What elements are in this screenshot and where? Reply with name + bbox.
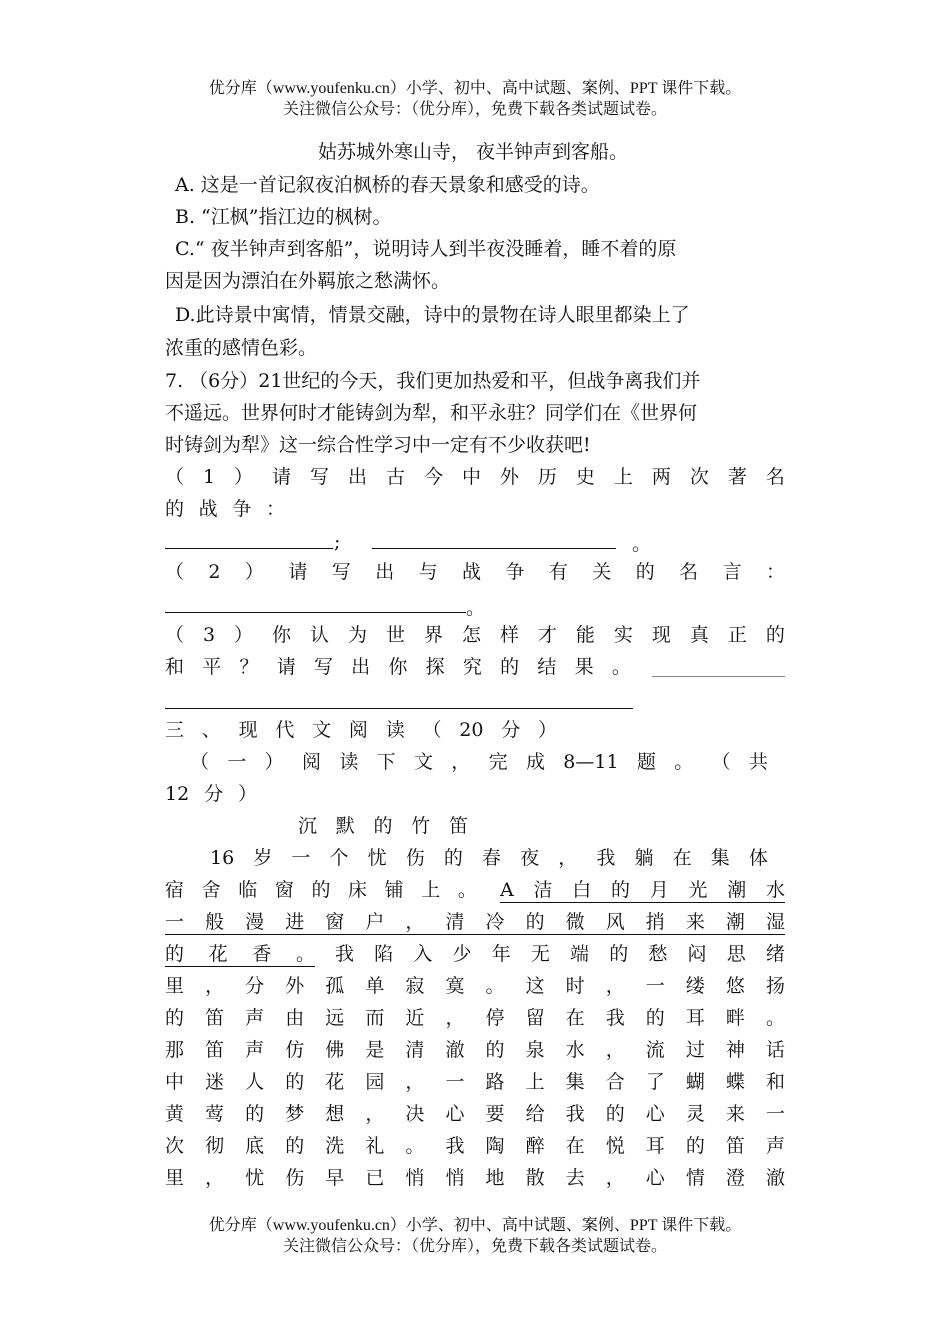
passage-line-7: 那 笛 声 仿 佛 是 清 澈 的 泉 水 ， 流 过 神 话 [165, 1039, 785, 1061]
header-line-1: 优分库（www.youfenku.cn）小学、初中、高中试题、案例、PPT 课件下载。 [208, 80, 742, 97]
passage-line-6: 的 笛 声 由 远 而 近 ， 停 留 在 我 的 耳 畔 。 [165, 1007, 785, 1029]
passage-line-2 [165, 878, 785, 903]
passage-sentence-a-start: A 洁 白 的 月 光 潮 水 [500, 879, 785, 901]
passage-line-8: 中 迷 人 的 花 园 ， 一 路 上 集 合 了 蝴 蝶 和 [165, 1071, 785, 1093]
answer-blank-war-2[interactable] [372, 548, 616, 549]
q7-line-1: 7. （6分）21世纪的今天，我们更加热爱和平，但战争离我们并 [165, 370, 701, 392]
q7-line-3: 时铸剑为犁》这一综合性学习中一定有不少收获吧! [165, 434, 591, 456]
option-b: B. “江枫”指江边的枫树。 [175, 206, 392, 228]
answer-blank-quote[interactable] [165, 612, 466, 613]
q7-sub1-cont: 的 战 争 ： [165, 498, 285, 520]
passage-line-10: 次 彻 底 的 洗 礼 。 我 陶 醉 在 悦 耳 的 笛 声 [165, 1135, 785, 1157]
passage-line-3: 一 般 漫 进 窗 户 ， 清 冷 的 微 风 捎 来 潮 湿 [165, 911, 785, 933]
article-title: 沉 默 的 竹 笛 [298, 815, 468, 837]
option-c-line-2: 因是因为漂泊在外羁旅之愁满怀。 [165, 270, 451, 292]
section-sub-1: （ 一 ） 阅 读 下 文 ， 完 成 8—11 题 。 （ 共 [190, 751, 768, 773]
option-a: A. 这是一首记叙夜泊枫桥的春天景象和感受的诗。 [175, 174, 600, 196]
option-c-line-1: C.“ 夜半钟声到客船”，说明诗人到半夜没睡着，睡不着的原 [175, 238, 677, 260]
answer-blank-war-1[interactable] [165, 548, 333, 549]
passage-line-4 [165, 942, 785, 967]
q7-sub1: （ 1 ） 请 写 出 古 今 中 外 历 史 上 两 次 著 名 [165, 466, 785, 488]
answer-blank-peace-1[interactable] [652, 676, 785, 677]
q7-sub3: （ 3 ） 你 认 为 世 界 怎 样 才 能 实 现 真 正 的 [165, 624, 785, 646]
passage-line-9: 黄 莺 的 梦 想 ， 决 心 要 给 我 的 心 灵 来 一 [165, 1103, 785, 1125]
passage-line-11: 里 ， 忧 伤 早 已 悄 悄 地 散 去 ， 心 情 澄 澈 [165, 1167, 785, 1189]
passage-line-5: 里 ， 分 外 孤 单 寂 寞 。 这 时 ， 一 缕 悠 扬 [165, 975, 785, 997]
q7-line-2: 不遥远。世界何时才能铸剑为犁，和平永驻？同学们在《世界何 [165, 402, 698, 424]
option-d-line-2: 浓重的感情色彩。 [165, 337, 318, 359]
passage-line-4-b: 我 陷 入 少 年 无 端 的 愁 闷 思 绪 [335, 943, 785, 965]
poem-line: 姑苏城外寒山寺， 夜半钟声到客船。 [318, 141, 629, 163]
end-mark-2: 。 [466, 597, 486, 619]
q7-sub2: （ 2 ） 请 写 出 与 战 争 有 关 的 名 言 ： [165, 561, 785, 583]
passage-line-1: 16 岁 一 个 忧 伤 的 春 夜 ， 我 躺 在 集 体 [210, 847, 768, 869]
passage-sentence-a-end: 的 花 香 。 [165, 943, 315, 965]
option-d-line-1: D.此诗景中寓情，情景交融，诗中的景物在诗人眼里都染上了 [175, 304, 690, 326]
section-title: 三 、 现 代 文 阅 读 （ 20 分 ） [165, 719, 557, 741]
header-line-2: 关注微信公众号：（优分库），免费下载各类试题试卷。 [282, 101, 667, 118]
separator: ; [334, 531, 341, 553]
footer-line-2: 关注微信公众号：（优分库），免费下载各类试题试卷。 [282, 1238, 667, 1255]
end-mark-1: 。 [632, 533, 652, 555]
section-sub-2: 12 分 ） [165, 783, 257, 805]
answer-blank-peace-2[interactable] [165, 708, 633, 709]
q7-sub3-cont: 和 平 ？ 请 写 出 你 探 究 的 结 果 。 [165, 656, 631, 678]
footer-line-1: 优分库（www.youfenku.cn）小学、初中、高中试题、案例、PPT 课件下载。 [208, 1217, 742, 1234]
passage-line-2-a: 宿 舍 临 窗 的 床 铺 上 。 [165, 879, 477, 901]
